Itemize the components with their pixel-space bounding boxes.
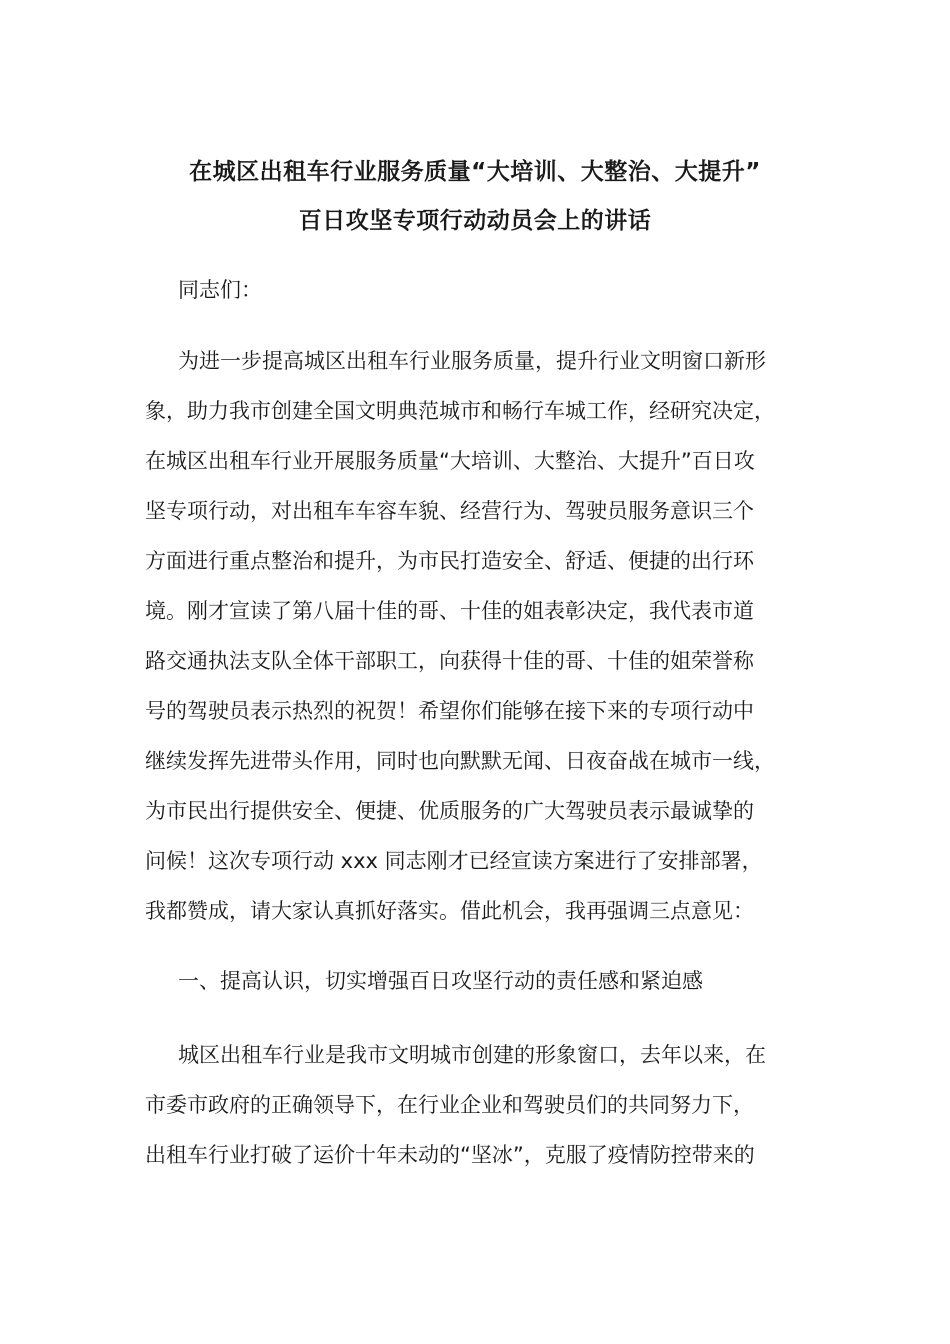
paragraph-line: 象，助力我市创建全国文明典范城市和畅行车城工作，经研究决定， (145, 399, 775, 423)
paragraph-line: 继续发挥先进带头作用，同时也向默默无闻、日夜奋战在城市一线， (145, 749, 775, 773)
paragraph-line: 出租车行业打破了运价十年未动的“坚冰”，克服了疫情防控带来的 (145, 1143, 755, 1167)
paragraph-line: 坚专项行动，对出租车车容车貌、经营行为、驾驶员服务意识三个 (145, 499, 754, 523)
paragraph-line: 城区出租车行业是我市文明城市创建的形象窗口，去年以来，在 (178, 1043, 766, 1067)
section-heading: 一、提高认识，切实增强百日攻坚行动的责任感和紧迫感 (178, 969, 703, 993)
paragraph-line: 境。刚才宣读了第八届十佳的哥、十佳的姐表彰决定，我代表市道 (145, 599, 754, 623)
paragraph-line: 为进一步提高城区出租车行业服务质量，提升行业文明窗口新形 (178, 349, 766, 373)
paragraph-line: 市委市政府的正确领导下，在行业企业和驾驶员们的共同努力下， (145, 1093, 754, 1117)
salutation: 同志们： (178, 278, 262, 302)
document-title-line-2: 百日攻坚专项行动动员会上的讲话 (298, 208, 652, 234)
paragraph-line: 在城区出租车行业开展服务质量“大培训、大整治、大提升”百日攻 (145, 449, 755, 473)
paragraph-line: 方面进行重点整治和提升，为市民打造安全、舒适、便捷的出行环 (145, 549, 754, 573)
paragraph-line: 为市民出行提供安全、便捷、优质服务的广大驾驶员表示最诚挚的 (145, 799, 754, 823)
paragraph-line: 问候！这次专项行动 xxx 同志刚才已经宣读方案进行了安排部署， (145, 849, 763, 873)
document-title-line-1: 在城区出租车行业服务质量“大培训、大整治、大提升” (189, 159, 761, 185)
paragraph-line: 路交通执法支队全体干部职工，向获得十佳的哥、十佳的姐荣誉称 (145, 649, 754, 673)
paragraph-line: 我都赞成，请大家认真抓好落实。借此机会，我再强调三点意见： (145, 899, 754, 923)
paragraph-line: 号的驾驶员表示热烈的祝贺！希望你们能够在接下来的专项行动中 (145, 699, 754, 723)
